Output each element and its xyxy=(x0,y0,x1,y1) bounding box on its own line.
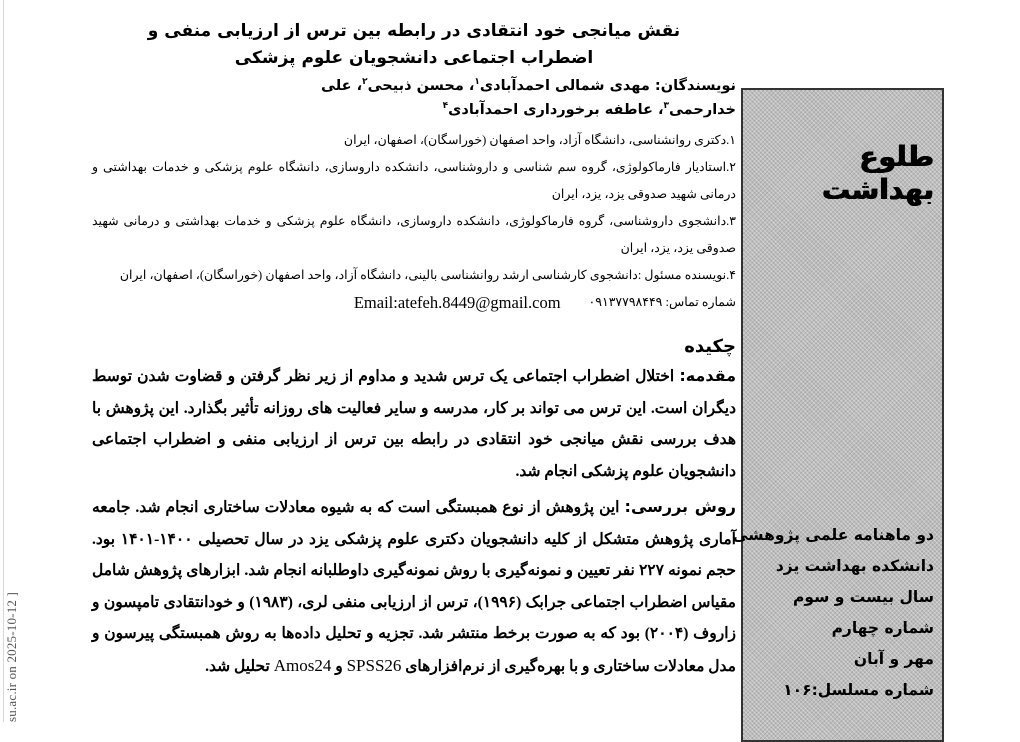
software-name: SPSS26 xyxy=(346,655,402,675)
introduction-text: اختلال اضطراب اجتماعی یک ترس شدید و مداوم از زیر نظر گرفتن و قضاوت شدن توسط دیگران است. این ترس می تواند بر کار، مدرسه و سایر فعالیت های روزانه تأثیر بگذارد. این پژوهش با هدف بررسی نقش میانجی خود انتقادی در رابطه بین ترس از ارزیابی منفی و اضطراب اجتماعی دانشجویان علوم پزشکی انجام شد. xyxy=(92,368,736,480)
author: مهدی شمالی احمدآبادی$^۱$ xyxy=(474,77,650,94)
journal-info-line: سال بیست و سوم xyxy=(793,588,934,606)
article-title: نقش میانجی خود انتقادی در رابطه بین ترس از ارزیابی منفی و اضطراب اجتماعی دانشجویان علوم پزشکی xyxy=(147,21,681,68)
methods-joiner: و xyxy=(331,657,347,675)
journal-info-line: شماره چهارم xyxy=(831,619,934,637)
journal-name: طلوع بهداشت xyxy=(822,140,934,206)
affiliation: ۴.نویسنده مسئول :دانشجوی کارشناسی ارشد روانشناسی بالینی، دانشگاه آزاد، واحد اصفهان (خوراسگان)، اصفهان، ایران xyxy=(119,268,736,282)
methods-text-end: تحلیل شد. xyxy=(205,657,274,675)
software-name: Amos24 xyxy=(273,655,332,675)
abstract-methods xyxy=(92,491,736,682)
author: عاطفه برخورداری احمدآبادی$^۴$ xyxy=(442,101,653,118)
methods-text: این پژوهش از نوع همبستگی است که به شیوه معادلات ساختاری انجام شد. جامعه آماری پژوهش متشکل از کلیه دانشجویان دکتری علوم پزشکی یزد در سال تحصیلی ۱۴۰۰-۱۴۰۱ بود. حجم نمونه ۲۲۷ نفر تعیین و نمونه‌گیری با روش نمونه‌گیری داوطلبانه انجام شد. ابزارهای پژوهش شامل مقیاس اضطراب اجتماعی جرابک (۱۹۹۶)، ترس از ارزیابی منفی لری، (۱۹۸۳) و خودانتقادی تامپسون و زاروف (۲۰۰۴) بود که به صورت برخط منتشر شد. تجزیه و تحلیل داده‌ها به روش همبستگی پیرسون و مدل معادلات ساختاری و با بهره‌گیری از نرم‌افزارهای xyxy=(92,499,736,675)
phone xyxy=(589,289,736,316)
abstract-heading: چکیده xyxy=(684,336,736,357)
affiliation: ۲.استادیار فارماکولوژی، گروه سم شناسی و داروشناسی، دانشکده داروسازی، دانشگاه علوم پزشکی و خدمات بهداشتی و درمانی شهید صدوقی یزد، یزد، ایران xyxy=(92,160,736,201)
article-header xyxy=(92,18,736,682)
affiliation: ۳.دانشجوی داروشناسی، گروه فارماکولوژی، دانشکده داروسازی، دانشگاه علوم پزشکی و خدمات بهداشتی و درمانی شهید صدوقی یزد، یزد، ایران xyxy=(92,214,736,255)
journal-sidebar xyxy=(732,88,944,742)
authors-label: نویسندگان: xyxy=(654,78,736,94)
journal-info-line: مهر و آبان xyxy=(853,650,934,668)
journal-info xyxy=(733,520,934,706)
abstract-introduction xyxy=(92,360,736,487)
author: علی خدارحمی$^۳$ xyxy=(321,78,736,118)
methods-label: روش بررسی: xyxy=(624,497,737,516)
author: محسن ذبیحی$^۲$ xyxy=(362,77,464,94)
phone-number: ۰۹۱۳۷۷۹۸۴۴۹ xyxy=(588,295,663,309)
journal-info-line: دو ماهنامه علمی پژوهشی xyxy=(732,526,934,544)
download-watermark: su.ac.ir on 2025-10-12 ] xyxy=(4,591,19,722)
introduction-label: مقدمه: xyxy=(679,366,736,385)
email-address[interactable]: Email:atefeh.8449@gmail.com xyxy=(353,293,561,312)
journal-info-line: شماره مسلسل:۱۰۶ xyxy=(783,681,934,699)
phone-label: شماره تماس: xyxy=(665,295,736,309)
affiliation: ۱.دکتری روانشناسی، دانشگاه آزاد، واحد اصفهان (خوراسگان)، اصفهان، ایران xyxy=(343,133,736,147)
author-list: نویسندگان: مهدی شمالی احمدآبادی$^۱$، محسن ذبیحی$^۲$، علی خدارحمی$^۳$، عاطفه برخورداری احمدآبادی$^۴$ xyxy=(321,77,736,118)
journal-info-line: دانشکده بهداشت یزد xyxy=(775,557,934,575)
contact-line xyxy=(92,289,736,316)
